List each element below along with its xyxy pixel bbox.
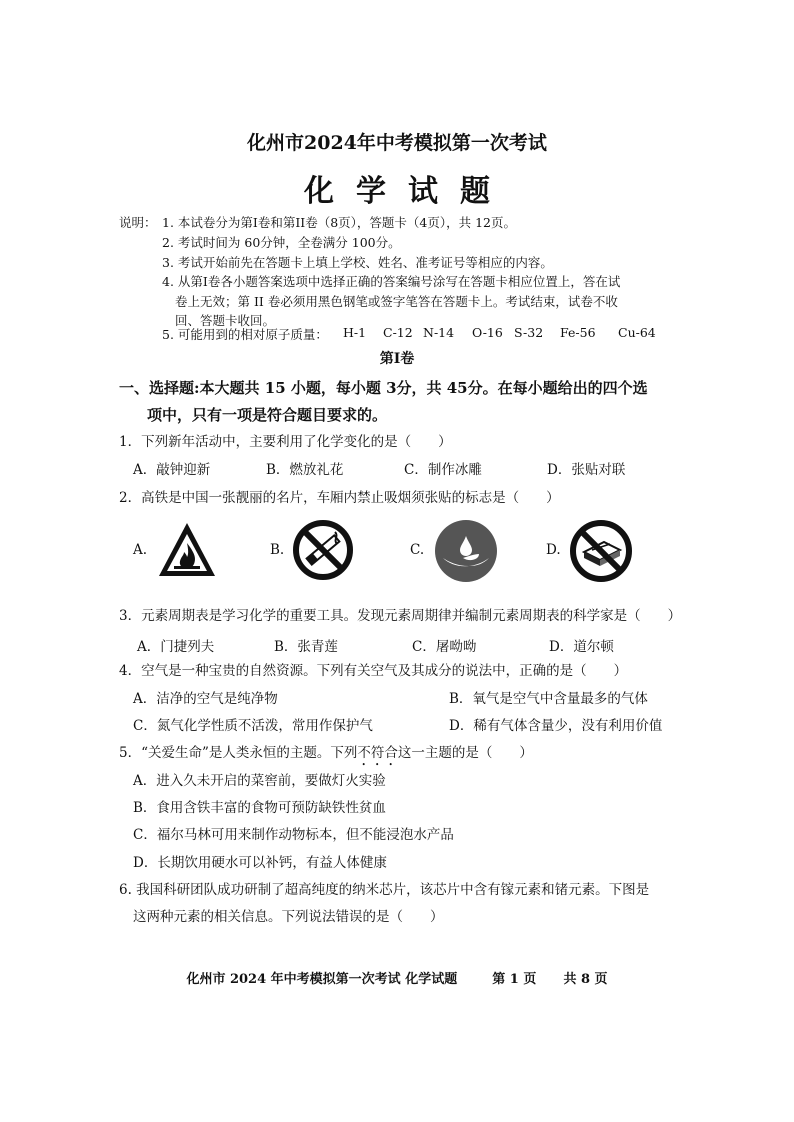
water-saving-icon bbox=[433, 518, 499, 584]
atomic-mass: Fe-56 bbox=[560, 325, 596, 340]
q1-option-d: D．张贴对联 bbox=[547, 462, 626, 478]
q5-stem-emphasis: 不符合 bbox=[357, 745, 398, 761]
instruction-item: 3. 考试开始前先在答题卡上填上学校、姓名、准考证号等相应的内容。 bbox=[162, 255, 553, 270]
question-1-stem: 1．下列新年活动中，主要利用了化学变化的是（ ） bbox=[119, 434, 452, 450]
footer-total-pages: 共 8 页 bbox=[563, 972, 608, 987]
q1-option-a: A．敲钟迎新 bbox=[133, 462, 211, 478]
q2-option-b: B. bbox=[270, 542, 285, 558]
no-smoking-icon bbox=[291, 518, 355, 582]
footer-exam-name: 化州市 2024 年中考模拟第一次考试 化学试题 bbox=[186, 972, 458, 987]
q1-option-b: B．燃放礼花 bbox=[266, 462, 344, 478]
instruction-item: 回、答题卡收回。 bbox=[175, 313, 276, 328]
page-footer bbox=[0, 968, 794, 987]
q3-option-b: B．张青莲 bbox=[274, 639, 338, 655]
atomic-mass: S-32 bbox=[514, 325, 544, 340]
q4-option-c: C．氮气化学性质不活泼，常用作保护气 bbox=[133, 718, 373, 734]
flammable-warning-icon bbox=[156, 519, 218, 581]
question-2-stem: 2．高铁是中国一张靓丽的名片，车厢内禁止吸烟须张贴的标志是（ ） bbox=[119, 490, 560, 506]
q1-option-c: C．制作冰雕 bbox=[404, 462, 482, 478]
question-5-stem bbox=[119, 741, 533, 769]
atomic-mass: H-1 bbox=[343, 325, 367, 340]
q2-option-c: C. bbox=[410, 542, 425, 558]
no-matches-icon bbox=[568, 518, 634, 584]
atomic-masses-label: 5. 可能用到的相对原子质量： bbox=[162, 327, 328, 342]
exam-title: 化州市2024年中考模拟第一次考试 bbox=[247, 132, 547, 154]
footer-page-number: 第 1 页 bbox=[492, 972, 537, 987]
instruction-item: 卷上无效；第 II 卷必须用黑色钢笔或签字笔答在答题卡上。考试结束，试卷不收 bbox=[175, 294, 618, 309]
q3-option-a: A．门捷列夫 bbox=[137, 639, 215, 655]
q3-option-c: C．屠呦呦 bbox=[412, 639, 477, 655]
section-heading-cont: 项中，只有一项是符合题目要求的。 bbox=[147, 406, 388, 424]
atomic-mass: O-16 bbox=[472, 325, 503, 340]
q4-option-b: B．氧气是空气中含量最多的气体 bbox=[449, 691, 648, 707]
q3-option-d: D．道尔顿 bbox=[549, 639, 614, 655]
question-6-stem-cont: 这两种元素的相关信息。下列说法错误的是（ ） bbox=[133, 909, 444, 925]
q4-option-a: A．洁净的空气是纯净物 bbox=[133, 691, 278, 707]
instructions-label: 说明： bbox=[119, 215, 157, 230]
instruction-item: 2. 考试时间为 60分钟，全卷满分 100分。 bbox=[162, 235, 401, 250]
q2-option-a: A. bbox=[133, 542, 148, 558]
instruction-item: 1. 本试卷分为第Ⅰ卷和第II卷（8页），答题卡（4页），共 12页。 bbox=[162, 215, 516, 230]
volume-title: 第Ⅰ卷 bbox=[379, 351, 415, 367]
q5-stem-pre: 5．“关爱生命”是人类永恒的主题。下列 bbox=[119, 745, 358, 761]
atomic-mass: N-14 bbox=[423, 325, 455, 340]
q5-option-d: D．长期饮用硬水可以补钙，有益人体健康 bbox=[133, 855, 387, 871]
section-heading: 一、选择题:本大题共 15 小题，每小题 3分，共 45分。在每小题给出的四个选 bbox=[119, 379, 648, 397]
atomic-mass: Cu-64 bbox=[618, 325, 656, 340]
q4-option-d: D．稀有气体含量少，没有利用价值 bbox=[449, 718, 663, 734]
instruction-item: 4. 从第Ⅰ卷各小题答案选项中选择正确的答案编号涂写在答题卡相应位置上，答在试 bbox=[162, 274, 621, 289]
q5-stem-post: 这一主题的是（ ） bbox=[397, 745, 533, 761]
q5-option-b: B．食用含铁丰富的食物可预防缺铁性贫血 bbox=[133, 800, 386, 816]
question-4-stem: 4．空气是一种宝贵的自然资源。下列有关空气及其成分的说法中，正确的是（ ） bbox=[119, 663, 628, 679]
q2-option-d: D. bbox=[546, 542, 561, 558]
q5-option-a: A．进入久未开启的菜窖前，要做灯火实验 bbox=[133, 773, 386, 789]
question-3-stem: 3．元素周期表是学习化学的重要工具。发现元素周期律并编制元素周期表的科学家是（ ） bbox=[119, 608, 682, 624]
exam-subtitle: 化学试题 bbox=[304, 174, 512, 209]
question-6-stem: 6. 我国科研团队成功研制了超高纯度的纳米芯片，该芯片中含有镓元素和锗元素。下图是 bbox=[119, 882, 650, 898]
q5-option-c: C．福尔马林可用来制作动物标本，但不能浸泡水产品 bbox=[133, 827, 454, 843]
atomic-mass: C-12 bbox=[383, 325, 413, 340]
